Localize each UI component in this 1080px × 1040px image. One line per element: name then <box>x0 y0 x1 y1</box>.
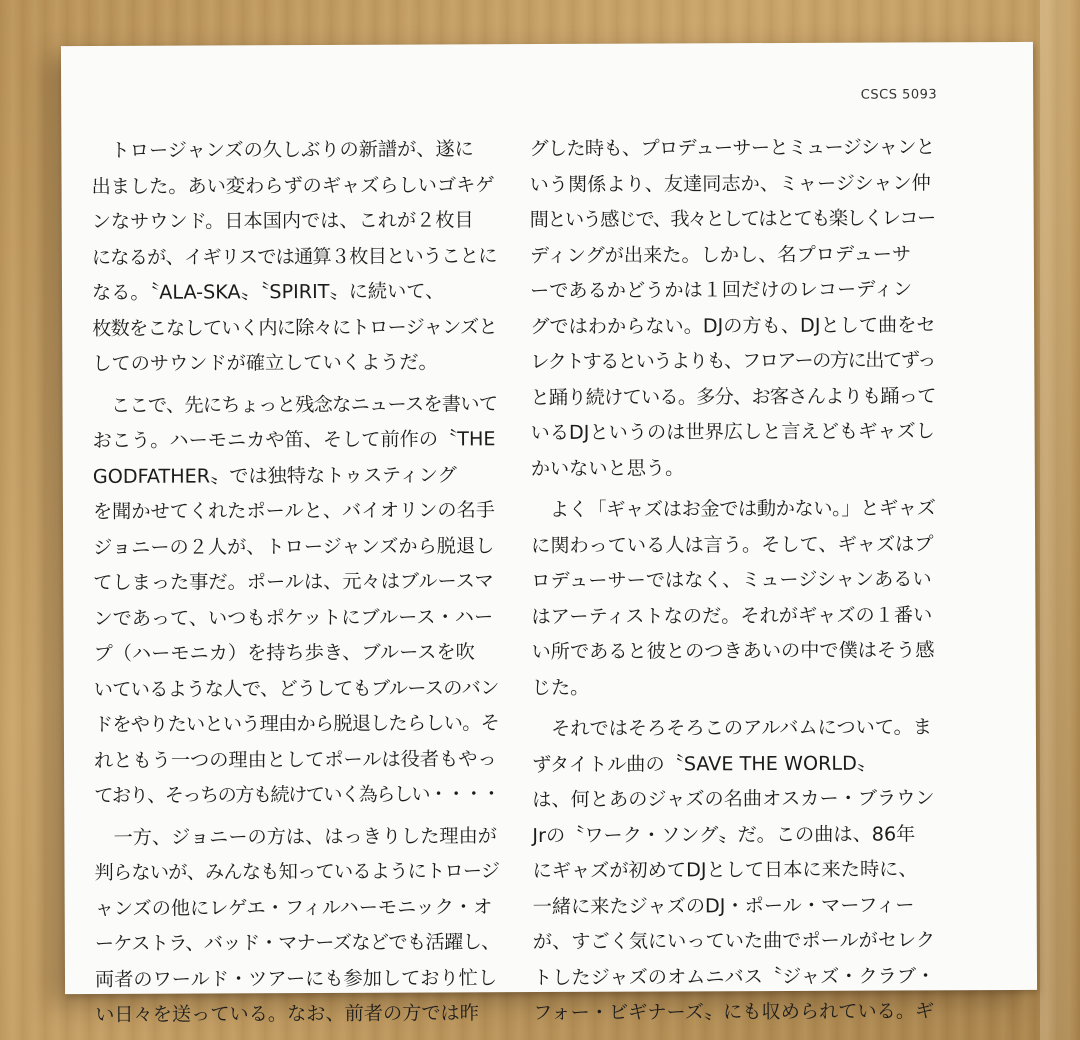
text-line: に関わっている人は言う。そして、ギャズはプ <box>531 531 934 557</box>
text-line: は、何とあのジャズの名曲オスカー・ブラウン <box>532 786 935 812</box>
text-line: してのサウンドが確立していくようだ。 <box>92 350 438 375</box>
text-line: よく「ギャズはお金では動かない。」とギャズ <box>530 496 936 522</box>
text-line: フォー・ビギナーズ〟にも収められている。ギ <box>533 999 935 1025</box>
text-line: トしたジャズのオムニバス〝ジャズ・クラブ・ <box>532 963 936 989</box>
text-line: いるDJというのは世界広しと言えどもギャズし <box>530 419 935 445</box>
text-line: GODFATHER〟では独特なトゥスティング <box>92 462 457 488</box>
text-line: いう関係より、友達同志か、ミャージシャン仲 <box>529 170 931 196</box>
text-line: ドをやりたいという理由から脱退したらしい。そ <box>93 711 500 736</box>
text-line: グした時も、プロデューサーとミュージシャンと <box>529 135 935 161</box>
text-line: ずタイトル曲の〝SAVE THE WORLD〟 <box>532 751 877 776</box>
text-line: ており、そっちの方も続けていく為らしい・・・・ <box>94 782 500 807</box>
text-line: レクトするというよりも、フロアーの方に出てずっ <box>530 348 935 374</box>
text-line: ディングが出来た。しかし、名プロデューサ <box>529 241 912 267</box>
text-line: い所であると彼とのつきあいの中で僕はそう感 <box>531 638 935 664</box>
text-line: 一方、ジョニーの方は、はっきりした理由が <box>94 823 497 849</box>
text-line: ここで、先にちょっと残念なニュースを書いて <box>92 391 498 417</box>
liner-notes-page <box>61 42 1037 1026</box>
text-line: 出ました。あい変わらずのギャズらしいゴキゲ <box>91 172 495 198</box>
text-line: になるが、イギリスでは通算３枚目ということに <box>91 243 497 269</box>
text-line: 一緒に来たジャズのDJ・ポール・マーフィー <box>532 892 915 918</box>
text-line: じた。 <box>531 675 590 699</box>
text-line: れともう一つの理由としてポールは役者もやっ <box>94 746 497 772</box>
text-line: それではそろそろこのアルバムについて。ま <box>531 715 933 741</box>
table-surface-highlight <box>1040 0 1080 1040</box>
text-line: ンなサウンド。日本国内では、これが２枚目 <box>91 208 474 233</box>
text-line: にギャズが初めてDJとして日本に来た時に、 <box>532 857 918 883</box>
text-line: が、すごく気にいっていた曲でポールがセレク <box>532 928 936 954</box>
text-line: 判らないが、みんなも知っているようにトロージ <box>94 859 500 884</box>
text-line: い日々を送っている。なお、前者の方では昨 <box>95 1001 479 1026</box>
text-line: なる。〝ALA-SKA〟〝SPIRIT〟に続いて、 <box>91 279 445 304</box>
catalog-number: CSCS 5093 <box>860 87 938 103</box>
text-line: はアーティストなのだ。それがギャズの１番い <box>531 602 933 628</box>
text-line: トロージャンズの久しぶりの新譜が、遂に <box>91 137 474 162</box>
text-line: てしまった事だ。ポールは、元々はブルースマ <box>93 569 494 594</box>
text-line: 両者のワールド・ツアーにも参加しており忙し <box>94 965 498 991</box>
text-line: ーであるかどうかは１回だけのレコーディン <box>529 277 913 303</box>
text-line: を聞かせてくれたポールと、バイオリンの名手 <box>92 498 495 523</box>
text-line: プ（ハーモニカ）を持ち歩き、ブルースを吹 <box>93 640 475 665</box>
text-line: ーケストラ、バッド・マナーズなどでも活躍し、 <box>94 930 500 955</box>
text-line: ンであって、いつもポケットにブルース・ハー <box>93 604 494 630</box>
text-line: グではわからない。DJの方も、DJとして曲をセ <box>530 312 936 338</box>
text-line: 枚数をこなしていく内に除々にトロージャンズと <box>92 314 497 340</box>
text-line: ロデューサーではなく、ミュージシャンあるい <box>531 567 932 593</box>
left-text-column <box>91 131 500 1032</box>
text-line: 間という感じで、我々としてはとても楽しくレコー <box>529 206 935 232</box>
text-line: ジョニーの２人が、トロージャンズから脱退し <box>93 533 495 559</box>
text-line: おこう。ハーモニカや笛、そして前作の〝THE <box>92 427 496 452</box>
text-line: かいないと思う。 <box>530 455 685 480</box>
text-line: Jrの〝ワーク・ソング〟だ。この曲は、86年 <box>532 821 916 847</box>
text-line: いているような人で、どうしてもブルースのバン <box>93 675 499 701</box>
right-text-column <box>529 129 938 1030</box>
text-line: と踊り続けている。多分、お客さんよりも踊って <box>530 383 936 409</box>
text-line: ャンズの他にレゲエ・フィルハーモニック・オ <box>94 894 493 920</box>
